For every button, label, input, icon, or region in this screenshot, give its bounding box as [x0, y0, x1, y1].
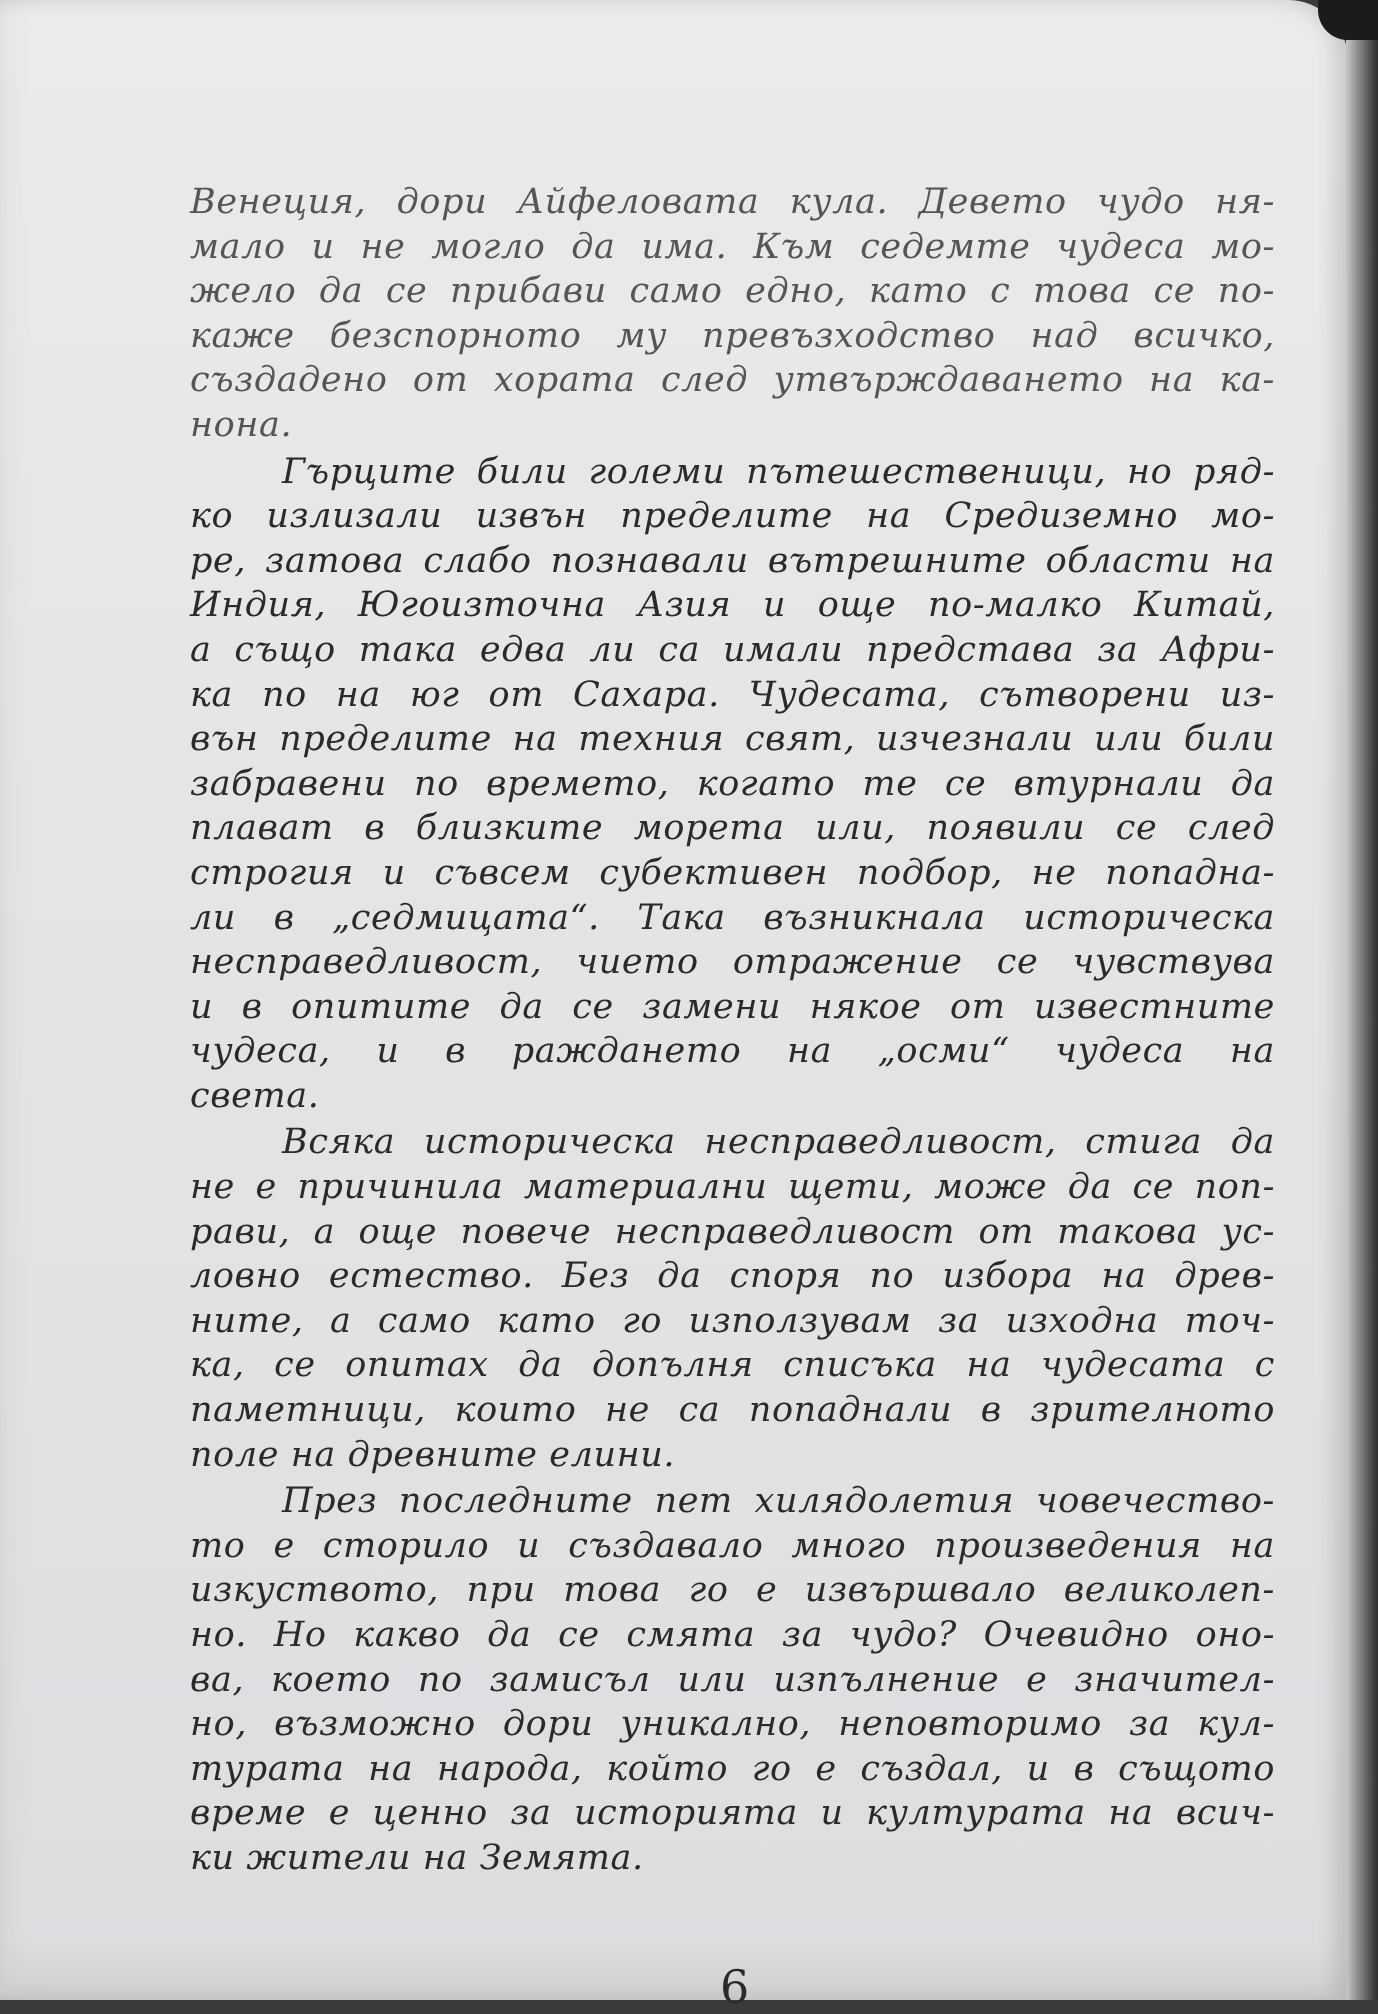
text-line: не е причинила материални щети, може да се поп- [190, 1167, 1275, 1208]
text-line: Венеция, дори Айфеловата кула. Девето чудо ня- [190, 182, 1275, 222]
text-line: жело да се прибави само едно, като с това се по- [190, 271, 1275, 312]
text-line: но. Но какво да се смята за чудо? Очевидно оно- [190, 1615, 1275, 1655]
text-line: ва, което по замисъл или изпълнение е значител- [190, 1659, 1275, 1700]
text-line: турата на народа, който го е създал, и в същото [190, 1748, 1275, 1789]
paragraph-1 [190, 180, 1275, 448]
page-number: 6 [720, 1960, 750, 2014]
text-line: нона. [190, 404, 293, 445]
text-line: ли в „седмицата“. Така възникнала историческа [190, 897, 1275, 938]
text-line: поле на древните елини. [190, 1434, 676, 1475]
paragraph-4 [190, 1479, 1275, 1880]
text-line: ре, затова слабо познавали вътрешните области на [190, 540, 1275, 581]
text-line: ки жители на Земята. [190, 1837, 644, 1878]
text-line: рави, а още повече несправедливост от такова ус- [190, 1211, 1275, 1252]
text-line: Индия, Югоизточна Азия и още по-малко Китай, [190, 585, 1275, 626]
text-line: строгия и съвсем субективен подбор, не попадна- [190, 852, 1275, 893]
text-line: изкуството, при това го е извършвало великолеп- [190, 1570, 1275, 1611]
text-line: то е сторило и създавало много произведения на [190, 1525, 1275, 1566]
text-line: несправедливост, чието отражение се чувствува [190, 942, 1275, 983]
text-line: ка по на юг от Сахара. Чудесата, сътворени из- [190, 674, 1275, 715]
page-edge-shadow [1346, 0, 1378, 2000]
text-line: и в опитите да се замени някое от известните [190, 986, 1275, 1027]
paragraph-2 [190, 450, 1275, 1119]
text-line: Гърците били големи пътешественици, но ряд- [282, 451, 1275, 492]
text-line: но, възможно дори уникално, неповторимо за кул- [190, 1704, 1275, 1745]
page-text [190, 180, 1275, 1881]
text-line: ловно естество. Без да споря по избора на древ- [190, 1256, 1275, 1297]
text-line: време е ценно за историята и културата на всич- [190, 1793, 1275, 1834]
text-line: Всяка историческа несправедливост, стига да [282, 1122, 1275, 1163]
text-line: плават в близките морета или, появили се след [190, 808, 1275, 849]
text-line: света. [190, 1075, 320, 1116]
text-line: забравени по времето, когато те се втурнали да [190, 763, 1275, 804]
text-line: а също така едва ли са имали представа за Афри- [190, 629, 1275, 670]
text-line: ните, а само като го използувам за изходна точ- [190, 1300, 1275, 1341]
text-line: мало и не могло да има. Към седемте чудеса мо- [190, 226, 1275, 267]
text-line: ка, се опитах да допълня списъка на чудесата с [190, 1345, 1275, 1386]
text-line: През последните пет хилядолетия човечество- [282, 1481, 1275, 1522]
text-line: каже безспорното му превъзходство над всичко, [190, 315, 1275, 356]
text-line: чудеса, и в раждането на „осми“ чудеса на [190, 1031, 1275, 1072]
text-line: ко излизали извън пределите на Средиземно мо- [190, 496, 1275, 537]
paragraph-3 [190, 1120, 1275, 1477]
text-line: създадено от хората след утвърждаването на ка- [190, 360, 1275, 401]
text-line: паметници, които не са попаднали в зрителното [190, 1390, 1275, 1431]
text-line: вън пределите на техния свят, изчезнали или били [190, 719, 1275, 760]
